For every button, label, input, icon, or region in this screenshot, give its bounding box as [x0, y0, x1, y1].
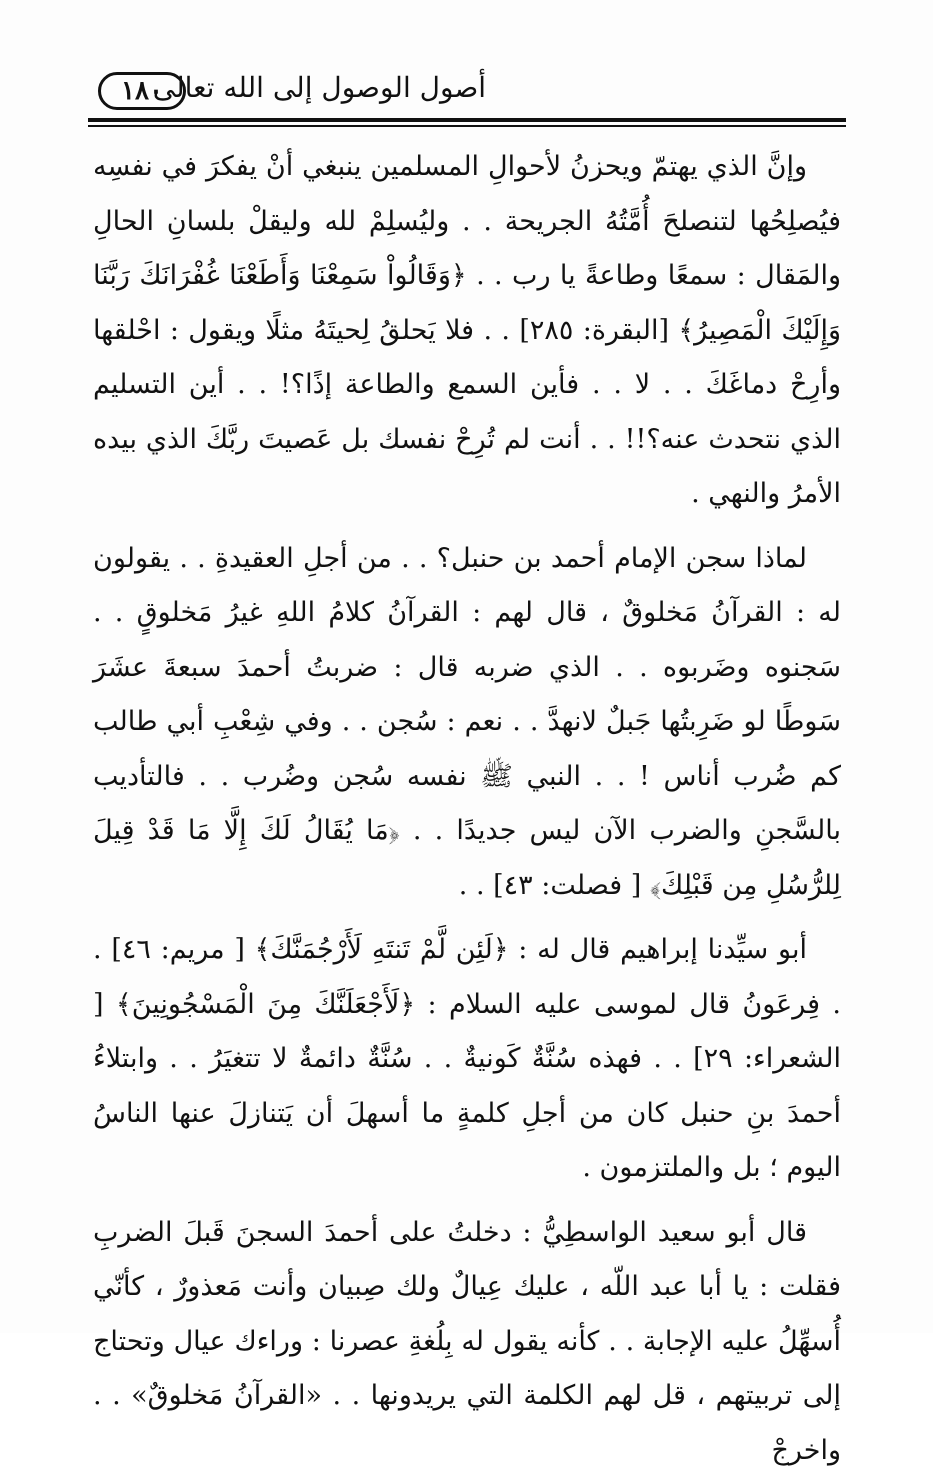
paragraph-2: لماذا سجن الإمام أحمد بن حنبل؟ . . من أجلِ العقيدةِ . . يقولون له : القرآنُ مَخلوقٌ ، قال لهم : القرآنُ كلامُ اللهِ غيرُ مَخلوقٍ . . سَجنوه وضَربوه . . الذي ضربه قال : ضربتُ أحمدَ سبعةَ عشَرَ سَوطًا لو ضَرِبتُها جَبلٌ لانهدَّ . . نعم : سُجن . . وفي شِعْبِ أبي طالب كم ضُرب أناس ! . . النبي ﷺ نفسه سُجن وضُرب . . فالتأديب بالسَّجنِ والضرب الآن ليس جديدًا . . ﴿مَا يُقَالُ لَكَ إِلَّا مَا قَدْ قِيلَ لِلرُّسُلِ مِن قَبْلِكَ﴾ [ فصلت: ٤٣] . .: [93, 532, 841, 914]
paragraph-3: أبو سيِّدنا إبراهيم قال له : ﴿لَئِن لَّمْ تَنتَهِ لَأَرْجُمَنَّكَ﴾ [ مريم: ٤٦] . . فِرعَونُ قال لموسى عليه السلام : ﴿لَأَجْعَلَنَّكَ مِنَ الْمَسْجُونِينَ﴾ [ الشعراء: ٢٩] . . فهذه سُنَّةٌ كَونيةٌ . . سُنَّةٌ دائمةٌ لا تتغيَرُ . . وابتلاءُ أحمدَ بنِ حنبل كان من أجلِ كلمةٍ ما أسهلَ أن يَتنازلَ عنها الناسُ اليوم ؛ بل والملتزمون .: [93, 923, 841, 1196]
header-rule-thin: [88, 125, 846, 127]
page-header: [88, 62, 846, 120]
body-text: [93, 140, 841, 1478]
running-title: أصول الوصول إلى الله تعالى: [153, 70, 486, 106]
paragraph-1: وإنَّ الذي يهتمّ ويحزنُ لأحوالِ المسلمين ينبغي أنْ يفكرَ في نفسِه فيُصلِحُها لتنصلحَ أُمَّتُهُ الجريحة . . وليُسلِمْ لله وليقلْ بلسانِ الحالِ والمَقال : سمعًا وطاعةً يا رب . . ﴿وَقَالُواْ سَمِعْنَا وَأَطَعْنَا غُفْرَانَكَ رَبَّنَا وَإِلَيْكَ الْمَصِيرُ﴾ [البقرة: ٢٨٥] . . فلا يَحلقُ لِحيتَهُ مثلًا ويقول : احْلقها وأرِحْ دماغَكَ . . لا . . فأين السمع والطاعة إذًا؟! . . أين التسليم الذي نتحدث عنه؟!! . . أنت لم تُرِحْ نفسك بل عَصيتَ ربَّكَ الذي بيده الأمرُ والنهي .: [93, 140, 841, 522]
page-number-badge: ١٨٠: [98, 72, 186, 110]
paragraph-4: قال أبو سعيد الواسطِيُّ : دخلتُ على أحمدَ السجنَ قَبلَ الضربِ فقلت : يا أبا عبد اللّه ، عليك عِيالٌ ولك صِبيان وأنت مَعذورٌ ، كأنّي أُسهِّلُ عليه الإجابة . . كأنه يقول له بِلُغةِ عصرنا : وراءك عيال وتحتاج إلى تربيتهم ، قل لهم الكلمة التي يريدونها . . «القرآنُ مَخلوقٌ» . . واخرجْ: [93, 1206, 841, 1478]
header-rule-thick: [88, 118, 846, 122]
